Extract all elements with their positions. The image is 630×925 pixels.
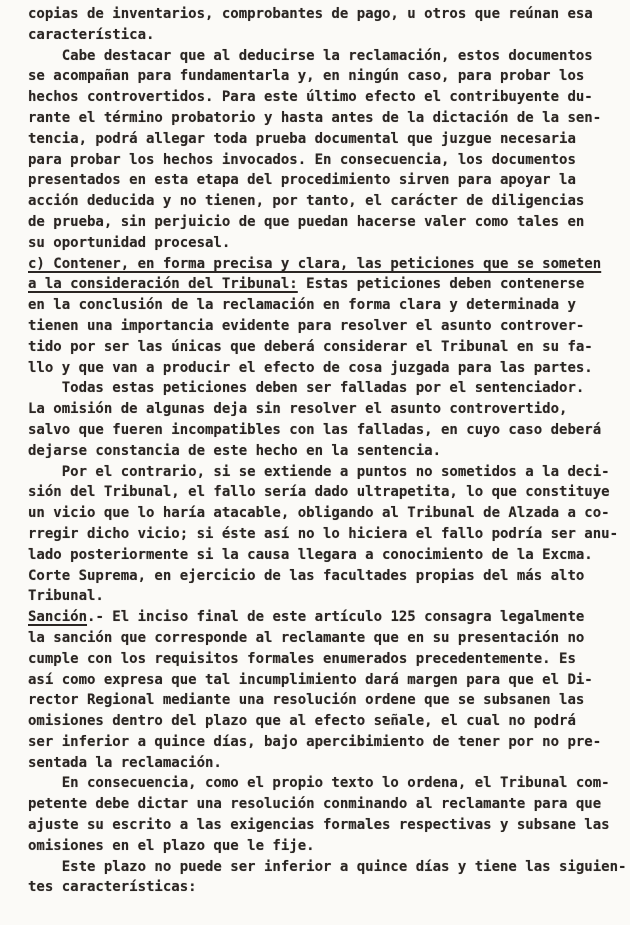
text-line <box>28 87 620 108</box>
text-segment: presentados en esta etapa del procedimiento sirven para apoyar la <box>28 172 576 189</box>
text-segment: salvo que fueren incompatibles con las falladas, en cuyo caso deberá <box>28 421 602 438</box>
text-line <box>28 233 620 254</box>
text-line <box>28 690 620 711</box>
text-segment: Cabe destacar que al deducirse la reclamación, estos documentos <box>28 47 593 64</box>
text-line <box>28 462 620 483</box>
underlined-heading-text: c) Contener, en forma precisa y clara, las peticiones que se someten <box>28 255 602 272</box>
text-line <box>28 420 620 441</box>
text-line <box>28 482 620 503</box>
text-segment: sión del Tribunal, el fallo sería dado ultrapetita, lo que constituye <box>28 484 610 501</box>
text-segment: tes características: <box>28 879 197 896</box>
text-segment: así como expresa que tal incumplimiento dará margen para que el Di- <box>28 671 593 688</box>
text-segment: para probar los hechos invocados. En consecuencia, los documentos <box>28 151 576 168</box>
text-line <box>28 649 620 670</box>
underlined-heading-text: Sanción <box>28 609 88 626</box>
text-segment: lado posteriormente si la causa llegara a conocimiento de la Excma. <box>28 546 593 563</box>
text-line <box>28 316 620 337</box>
text-line <box>28 753 620 774</box>
document-text-block <box>28 4 627 898</box>
text-segment: rregir dicho vicio; si éste así no lo hiciera el fallo podría ser anu- <box>28 525 619 542</box>
text-segment: llo y que van a producir el efecto de cosa juzgada para las partes. <box>28 359 593 376</box>
text-line <box>28 150 620 171</box>
text-line <box>28 108 620 129</box>
text-segment: En consecuencia, como el propio texto lo ordena, el Tribunal com- <box>28 775 610 792</box>
text-line <box>28 212 620 233</box>
text-line <box>28 711 620 732</box>
text-line <box>28 170 620 191</box>
text-line <box>28 66 620 87</box>
text-line <box>28 337 620 358</box>
text-line <box>28 46 620 67</box>
text-segment: rante el término probatorio y hasta antes de la dictación de la sen- <box>28 109 602 126</box>
text-line <box>28 441 620 462</box>
text-line <box>28 358 620 379</box>
text-segment: Todas estas peticiones deben ser falladas por el sentenciador. <box>28 380 585 397</box>
text-segment: de prueba, sin perjuicio de que puedan hacerse valer como tales en <box>28 213 585 230</box>
text-segment: Corte Suprema, en ejercicio de las facultades propias del más alto <box>28 567 585 584</box>
text-segment: sentada la reclamación. <box>28 754 222 771</box>
text-segment: La omisión de algunas deja sin resolver el asunto controvertido, <box>28 401 568 418</box>
text-line <box>28 836 620 857</box>
text-line <box>28 607 620 628</box>
text-line <box>28 503 620 524</box>
text-segment: omisiones dentro del plazo que al efecto señale, el cual no podrá <box>28 713 576 730</box>
text-line <box>28 191 620 212</box>
underlined-heading-text: a la consideración del Tribunal: <box>28 276 298 293</box>
text-segment: Tribunal. <box>28 588 104 605</box>
text-line <box>28 25 620 46</box>
text-line <box>28 524 620 545</box>
text-segment: cumple con los requisitos formales enumerados precedentemente. Es <box>28 650 576 667</box>
text-line <box>28 628 620 649</box>
text-line <box>28 545 620 566</box>
text-segment: tienen una importancia evidente para resolver el asunto controver- <box>28 317 585 334</box>
text-line <box>28 794 620 815</box>
text-segment: rector Regional mediante una resolución ordene que se subsanen las <box>28 692 585 709</box>
text-line <box>28 129 620 150</box>
text-line <box>28 732 620 753</box>
text-segment: característica. <box>28 26 155 43</box>
text-line <box>28 399 620 420</box>
text-segment: Estas peticiones deben contenerse <box>297 276 585 293</box>
text-segment: omisiones en el plazo que le fije. <box>28 837 315 854</box>
text-segment: Este plazo no puede ser inferior a quince días y tiene las siguien- <box>28 858 627 875</box>
text-segment: ajuste su escrito a las exigencias formales respectivas y subsane las <box>28 817 610 834</box>
text-line <box>28 815 620 836</box>
text-segment: hechos controvertidos. Para este último efecto el contribuyente du- <box>28 89 593 106</box>
text-line <box>28 274 620 295</box>
text-line <box>28 586 620 607</box>
text-segment: en la conclusión de la reclamación en forma clara y determinada y <box>28 297 576 314</box>
text-segment: petente debe dictar una resolución conminando al reclamante para que <box>28 796 602 813</box>
text-line <box>28 877 620 898</box>
text-segment: tencia, podrá allegar toda prueba documental que juzgue necesaria <box>28 130 576 147</box>
text-line <box>28 566 620 587</box>
text-segment: ser inferior a quince días, bajo apercibimiento de tener por no pre- <box>28 733 602 750</box>
text-segment: Por el contrario, si se extiende a puntos no sometidos a la deci- <box>28 463 610 480</box>
text-line <box>28 670 620 691</box>
text-segment: un vicio que lo haría atacable, obligando al Tribunal de Alzada a co- <box>28 505 610 522</box>
text-line <box>28 773 620 794</box>
text-segment: su oportunidad procesal. <box>28 234 231 251</box>
text-segment: .- El inciso final de este artículo 125 consagra legalmente <box>87 609 585 626</box>
text-line <box>28 4 620 25</box>
text-segment: copias de inventarios, comprobantes de pago, u otros que reúnan esa <box>28 6 593 22</box>
text-segment: se acompañan para fundamentarla y, en ningún caso, para probar los <box>28 68 585 85</box>
text-line <box>28 857 627 878</box>
text-line <box>28 254 620 275</box>
text-line <box>28 378 620 399</box>
text-line <box>28 295 620 316</box>
text-segment: la sanción que corresponde al reclamante que en su presentación no <box>28 629 585 646</box>
text-segment: tido por ser las únicas que deberá considerar el Tribunal en su fa- <box>28 338 593 355</box>
text-segment: acción deducida y no tienen, por tanto, el carácter de diligencias <box>28 193 585 210</box>
text-segment: dejarse constancia de este hecho en la sentencia. <box>28 442 442 459</box>
